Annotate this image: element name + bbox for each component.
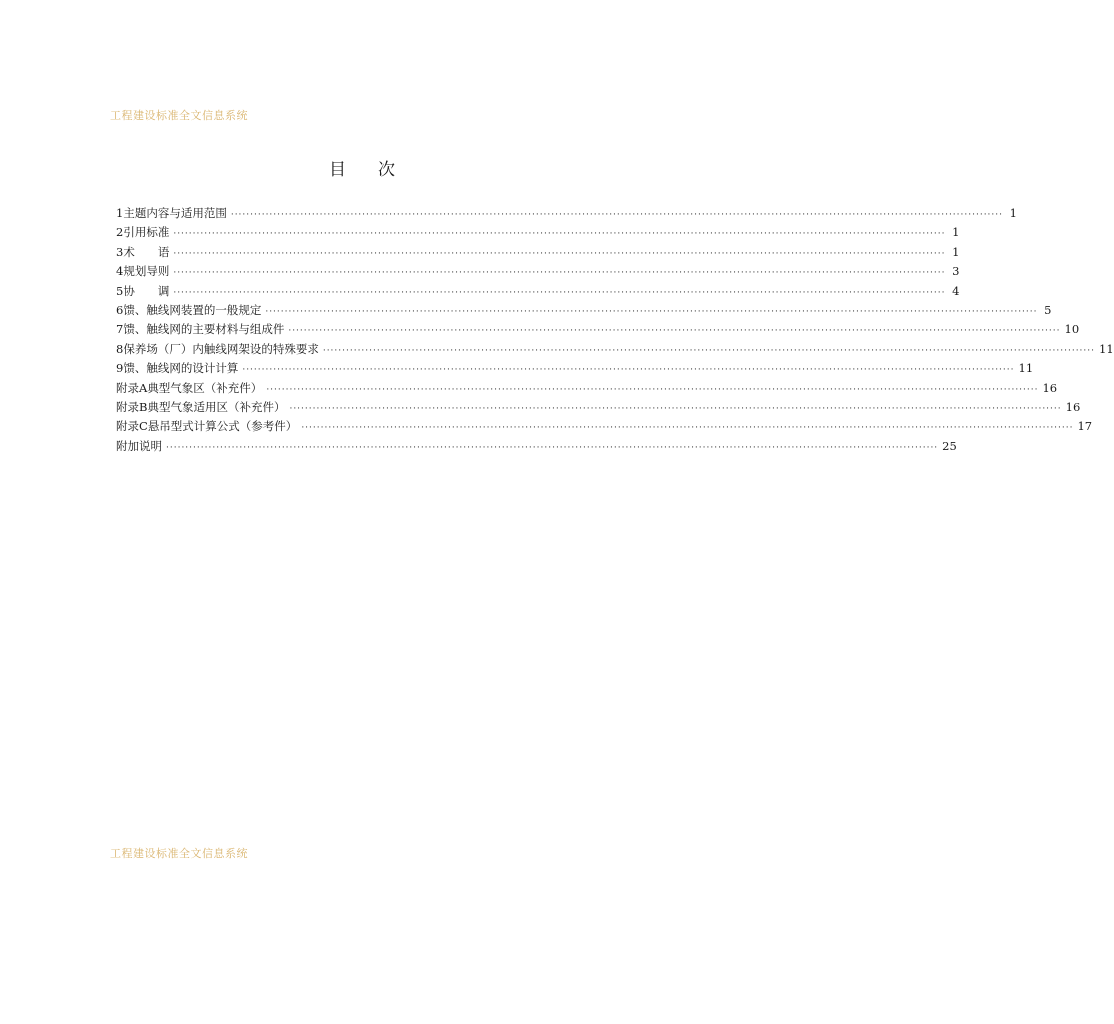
toc-entry-label: 术 语 (123, 244, 170, 259)
toc-entry-label: 引用标准 (123, 225, 170, 240)
toc-entry[interactable] (116, 359, 1034, 378)
toc-entry-page: 1 (952, 244, 960, 259)
toc-entry[interactable] (116, 379, 1058, 398)
toc-entry-page: 16 (1042, 380, 1058, 395)
toc-entry-page: 5 (1044, 302, 1052, 317)
toc-entry-label: 典型气象区（补充件） (147, 380, 263, 395)
toc-entry-label: 规划导则 (123, 264, 170, 279)
title-part-2: 次 (378, 160, 395, 180)
toc-entry-page: 16 (1065, 399, 1081, 414)
toc-entry-page: 4 (952, 283, 960, 298)
toc-dot-leader: ········································································································································································································ (266, 384, 1039, 395)
toc-entry[interactable] (116, 437, 957, 456)
title-part-1: 目 (329, 160, 346, 180)
toc-dot-leader: ········································································································································································································ (166, 442, 939, 453)
toc-entry-label: 协 调 (123, 283, 170, 298)
toc-entry[interactable] (116, 340, 1114, 359)
toc-entry-page: 11 (1099, 341, 1114, 356)
toc-entry-number: 8 (116, 341, 124, 356)
toc-entry-label: 主题内容与适用范围 (123, 206, 227, 220)
toc-entry-number: 6 (116, 302, 124, 317)
toc-entry-number: 附录C (116, 419, 148, 434)
toc-dot-leader: ········································································································································································································ (173, 248, 946, 259)
toc-entry-number: 5 (116, 283, 124, 298)
toc-entry-label: 悬吊型式计算公式（参考件） (147, 419, 298, 434)
toc-entry-number: 3 (116, 244, 124, 259)
toc-dot-leader: ········································································································································································································ (173, 229, 946, 240)
page-title (0, 155, 724, 180)
toc-dot-leader: ········································································································································································································ (265, 306, 1038, 317)
toc-entry-page: 11 (1018, 361, 1034, 376)
toc-entry-number: 附录A (116, 380, 148, 395)
toc-entry[interactable] (116, 223, 960, 242)
toc-entry[interactable] (116, 262, 960, 281)
toc-entry[interactable] (116, 320, 1080, 339)
toc-entry-label: 馈、触线网装置的一般规定 (123, 302, 262, 317)
watermark-top: 工程建设标准全文信息系统 (110, 109, 248, 122)
table-of-contents (116, 204, 1114, 456)
toc-dot-leader: ········································································································································································································ (173, 287, 946, 298)
toc-entry-label: 馈、触线网的设计计算 (123, 361, 239, 376)
toc-entry-page: 1 (1009, 206, 1017, 220)
toc-entry-number: 附录B (116, 399, 148, 414)
toc-dot-leader: ········································································································································································································ (242, 365, 1015, 376)
toc-dot-leader: ········································································································································································································ (322, 345, 1095, 356)
toc-entry-label: 典型气象适用区（补充件） (147, 399, 286, 414)
toc-entry-page: 10 (1064, 322, 1080, 337)
toc-entry-page: 3 (952, 264, 960, 279)
toc-dot-leader: ········································································································································································································ (288, 326, 1061, 337)
toc-entry-number: 9 (116, 361, 124, 376)
toc-entry-page: 1 (952, 225, 960, 240)
toc-entry[interactable] (116, 398, 1081, 417)
toc-entry-label: 保养场（厂）内触线网架设的特殊要求 (123, 341, 319, 356)
watermark-bottom: 工程建设标准全文信息系统 (110, 847, 248, 860)
toc-entry-number: 4 (116, 264, 124, 279)
toc-dot-leader: ········································································································································································································ (289, 403, 1062, 414)
toc-entry-label: 附加说明 (116, 438, 162, 453)
toc-entry-page: 17 (1077, 419, 1093, 434)
toc-dot-leader: ········································································································································································································ (230, 210, 1003, 220)
toc-entry[interactable] (116, 417, 1093, 436)
toc-entry-number: 7 (116, 322, 124, 337)
toc-entry[interactable] (116, 204, 1017, 223)
toc-dot-leader: ········································································································································································································ (301, 423, 1074, 434)
toc-entry[interactable] (116, 301, 1052, 320)
toc-dot-leader: ········································································································································································································ (173, 268, 946, 279)
toc-entry[interactable] (116, 282, 960, 301)
toc-entry-number: 2 (116, 225, 124, 240)
toc-entry-label: 馈、触线网的主要材料与组成件 (123, 322, 285, 337)
toc-entry-number: 1 (116, 206, 124, 220)
toc-entry[interactable] (116, 243, 960, 262)
toc-entry-page: 25 (942, 438, 957, 453)
